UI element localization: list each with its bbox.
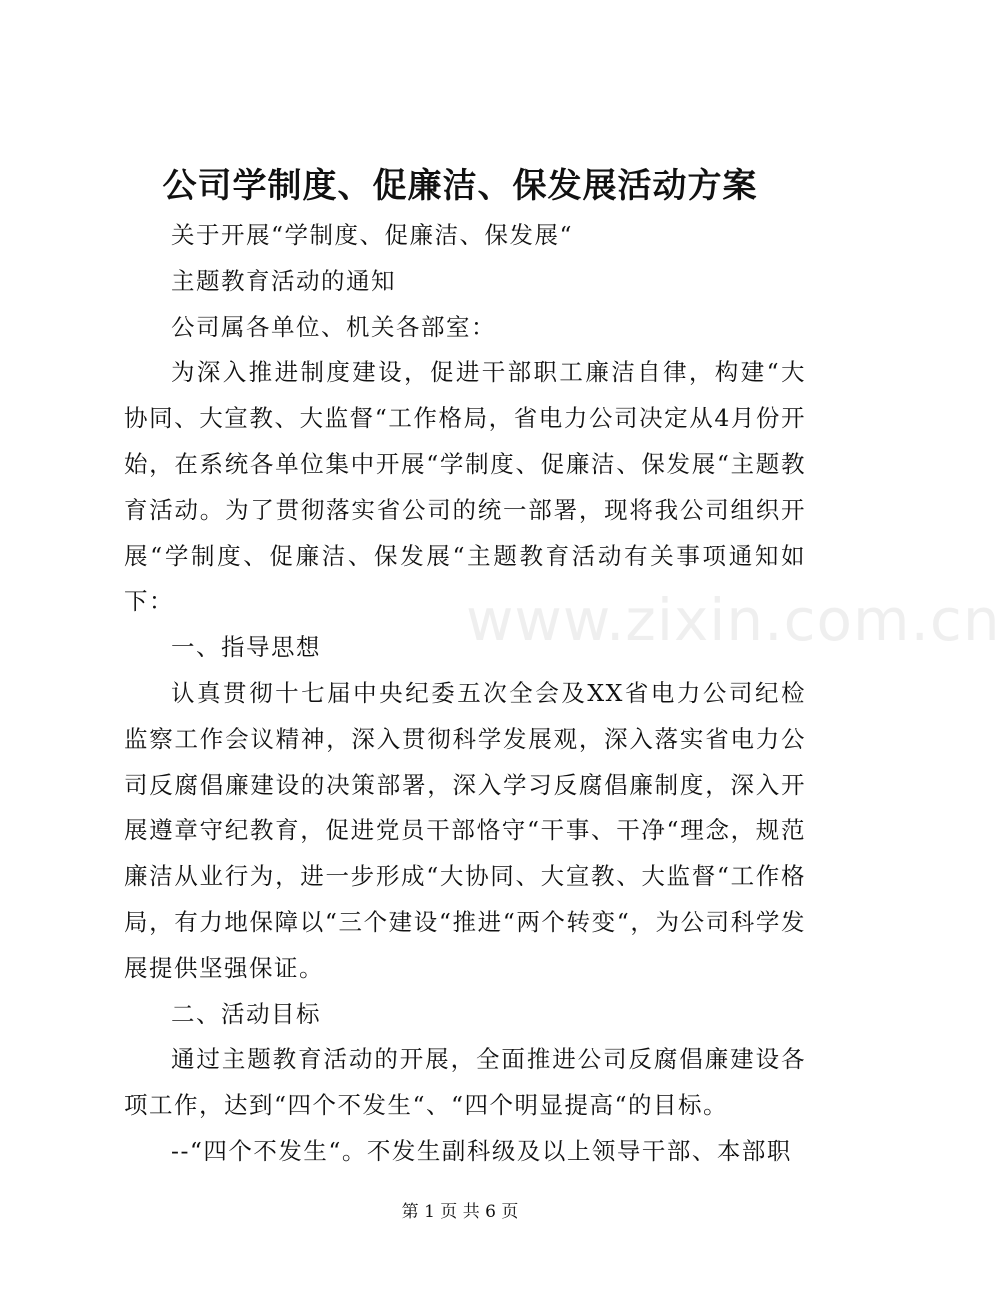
document-body <box>124 213 806 1175</box>
document-title: 公司学制度、促廉洁、保发展活动方案 <box>162 166 758 206</box>
section-heading-guiding-thought: 一、指导思想 <box>171 633 321 662</box>
paragraph-recipients: 公司属各单位、机关各部室： <box>171 312 496 341</box>
page-footer: 第 1 页 共 6 页 <box>401 1202 519 1222</box>
paragraph-notice-heading-1: 关于开展“学制度、促廉洁、保发展“ <box>171 221 574 249</box>
paragraph-four-not-happen: --“四个不发生“。不发生副科级及以上领导干部、本部职 <box>171 1136 792 1165</box>
paragraph-guiding-thought: 认真贯彻十七届中央纪委五次全会及XX省电力公司纪检监察工作会议精神，深入贯彻科学发展观，深入落实省电力公司反腐倡廉建设的决策部署，深入学习反腐倡廉制度，深入开展遵章守纪教育，促进党员干部恪守“干事、干净“理念，规范廉洁从业行为，进一步形成“大协同、大宣教、大监督“工作格局，有力地保障以“三个建设“推进“两个转变“，为公司科学发展提供坚强保证。 <box>124 678 806 982</box>
watermark: www.zixin.com.cn <box>466 586 1001 654</box>
paragraph-activity-goals: 通过主题教育活动的开展，全面推进公司反腐倡廉建设各项工作，达到“四个不发生“、“四个明显提高“的目标。 <box>124 1045 806 1120</box>
section-heading-activity-goals: 二、活动目标 <box>171 999 321 1028</box>
paragraph-intro: 为深入推进制度建设，促进干部职工廉洁自律，构建“大协同、大宣教、大监督“工作格局，省电力公司决定从4月份开始，在系统各单位集中开展“学制度、促廉洁、保发展“主题教育活动。为了贯彻落实省公司的统一部署，现将我公司组织开展“学制度、促廉洁、保发展“主题教育活动有关事项通知如下： <box>124 358 806 616</box>
paragraph-notice-heading-2: 主题教育活动的通知 <box>171 266 396 295</box>
